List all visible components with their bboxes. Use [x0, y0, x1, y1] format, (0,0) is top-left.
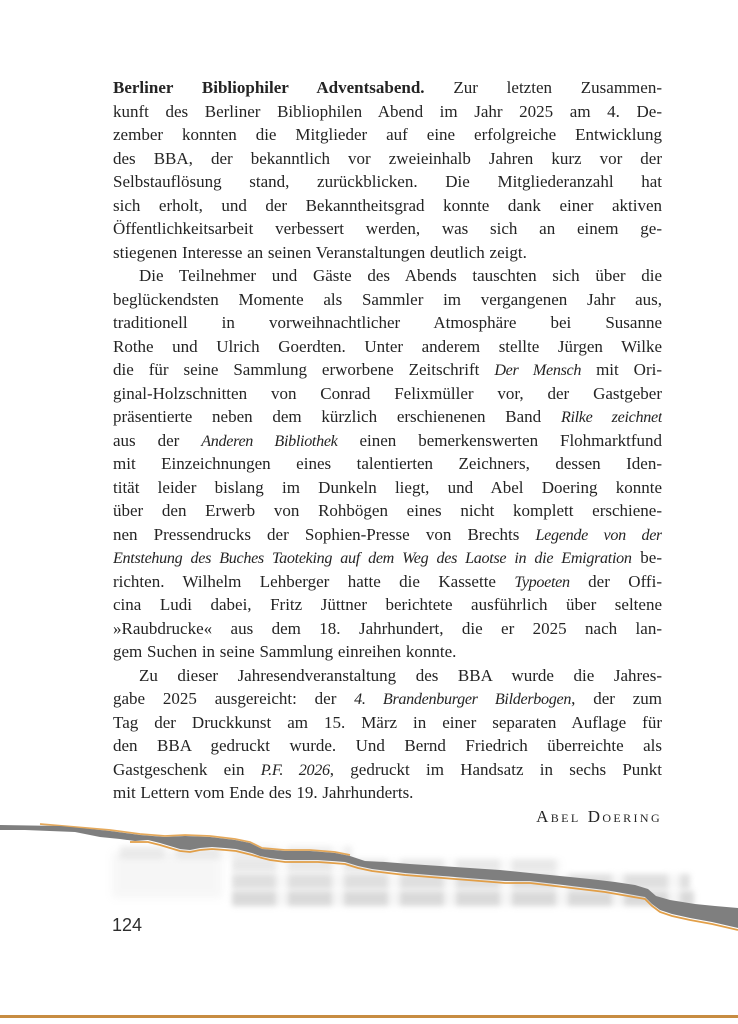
text-line: Gastgeschenk ein P.F. 2026, gedruckt im Handsatz in sechs Punkt: [113, 759, 662, 779]
text-line: Öffentlichkeitsarbeit verbessert werden, was sich an einem ge-: [113, 219, 662, 238]
text-line: nen Pressendrucks der Sophien-Presse von Brechts Legende von der: [113, 524, 662, 544]
text-line: den BBA gedruckt wurde. Und Bernd Friedrich überreichte als: [113, 736, 662, 755]
torn-page-edge: [0, 810, 738, 940]
article-lines: [113, 76, 662, 805]
text-line: über den Erwerb von Rohbögen eines nicht komplett erschiene-: [113, 501, 662, 520]
text-line: gem Suchen in seine Sammlung einreihen konnte.: [113, 642, 457, 661]
article-text: [113, 76, 662, 828]
text-line: ginal-Holzschnitten von Conrad Felixmüller vor, der Gastgeber: [113, 383, 662, 403]
text-line: mit Lettern vom Ende des 19. Jahrhunderts.: [113, 783, 414, 802]
text-line: richten. Wilhelm Lehberger hatte die Kassette Typoeten der Offi-: [113, 571, 662, 591]
page-number: 124: [112, 915, 143, 935]
text-line: mit Einzeichnungen eines talentierten Zeichners, dessen Iden-: [113, 454, 662, 473]
text-line: Berliner Bibliophiler Adventsabend. Zur letzten Zusammen-: [113, 78, 662, 97]
text-line: präsentierte neben dem kürzlich erschienenen Band Rilke zeichnet: [113, 407, 662, 426]
text-line: Entstehung des Buches Taoteking auf dem Weg des Laotse in die Emigration be-: [113, 548, 662, 567]
byline: Abel Doering: [536, 806, 662, 826]
text-line: sich erholt, und der Bekanntheitsgrad konnte dank einer aktiven: [113, 195, 662, 215]
text-line: beglückendsten Momente als Sammler im vergangenen Jahr aus,: [113, 289, 662, 309]
text-line: zember konnten die Mitglieder auf eine erfolgreiche Entwicklung: [113, 125, 662, 144]
text-line: Selbstauflösung stand, zurückblicken. Die Mitgliederanzahl hat: [113, 172, 662, 191]
text-line: des BBA, der bekanntlich vor zweieinhalb Jahren kurz vor der: [113, 148, 662, 168]
text-line: stiegenen Interesse an seinen Veranstaltungen deutlich zeigt.: [113, 242, 527, 262]
text-line: cina Ludi dabei, Fritz Jüttner berichtete ausführlich über seltene: [113, 595, 662, 614]
text-line: tität leider bislang im Dunkeln liegt, und Abel Doering konnte: [113, 477, 662, 497]
tear-accent-bottom-line: [130, 842, 738, 930]
text-line: Zu dieser Jahresendveranstaltung des BBA wurde die Jahres-: [139, 665, 662, 685]
text-line: gabe 2025 ausgereicht: der 4. Brandenburger Bilderbogen, der zum: [113, 689, 662, 708]
text-line: Rothe und Ulrich Goerdten. Unter anderem stellte Jürgen Wilke: [113, 336, 662, 356]
bottom-rule: [0, 1015, 738, 1018]
tear-gray-band: [0, 825, 738, 928]
text-line: kunft des Berliner Bibliophilen Abend im Jahr 2025 am 4. De-: [113, 101, 662, 121]
text-line: »Raubdrucke« aus dem 18. Jahrhundert, die er 2025 nach lan-: [113, 618, 662, 638]
text-line: Die Teilnehmer und Gäste des Abends tauschten sich über die: [139, 266, 662, 285]
text-line: aus der Anderen Bibliothek einen bemerkenswerten Flohmarktfund: [113, 430, 662, 450]
text-line: die für seine Sammlung erworbene Zeitschrift Der Mensch mit Ori-: [113, 360, 662, 379]
text-line: Tag der Druckkunst am 15. März in einer separaten Auflage für: [113, 712, 662, 732]
text-line: traditionell in vorweihnachtlicher Atmosphäre bei Susanne: [113, 313, 662, 332]
